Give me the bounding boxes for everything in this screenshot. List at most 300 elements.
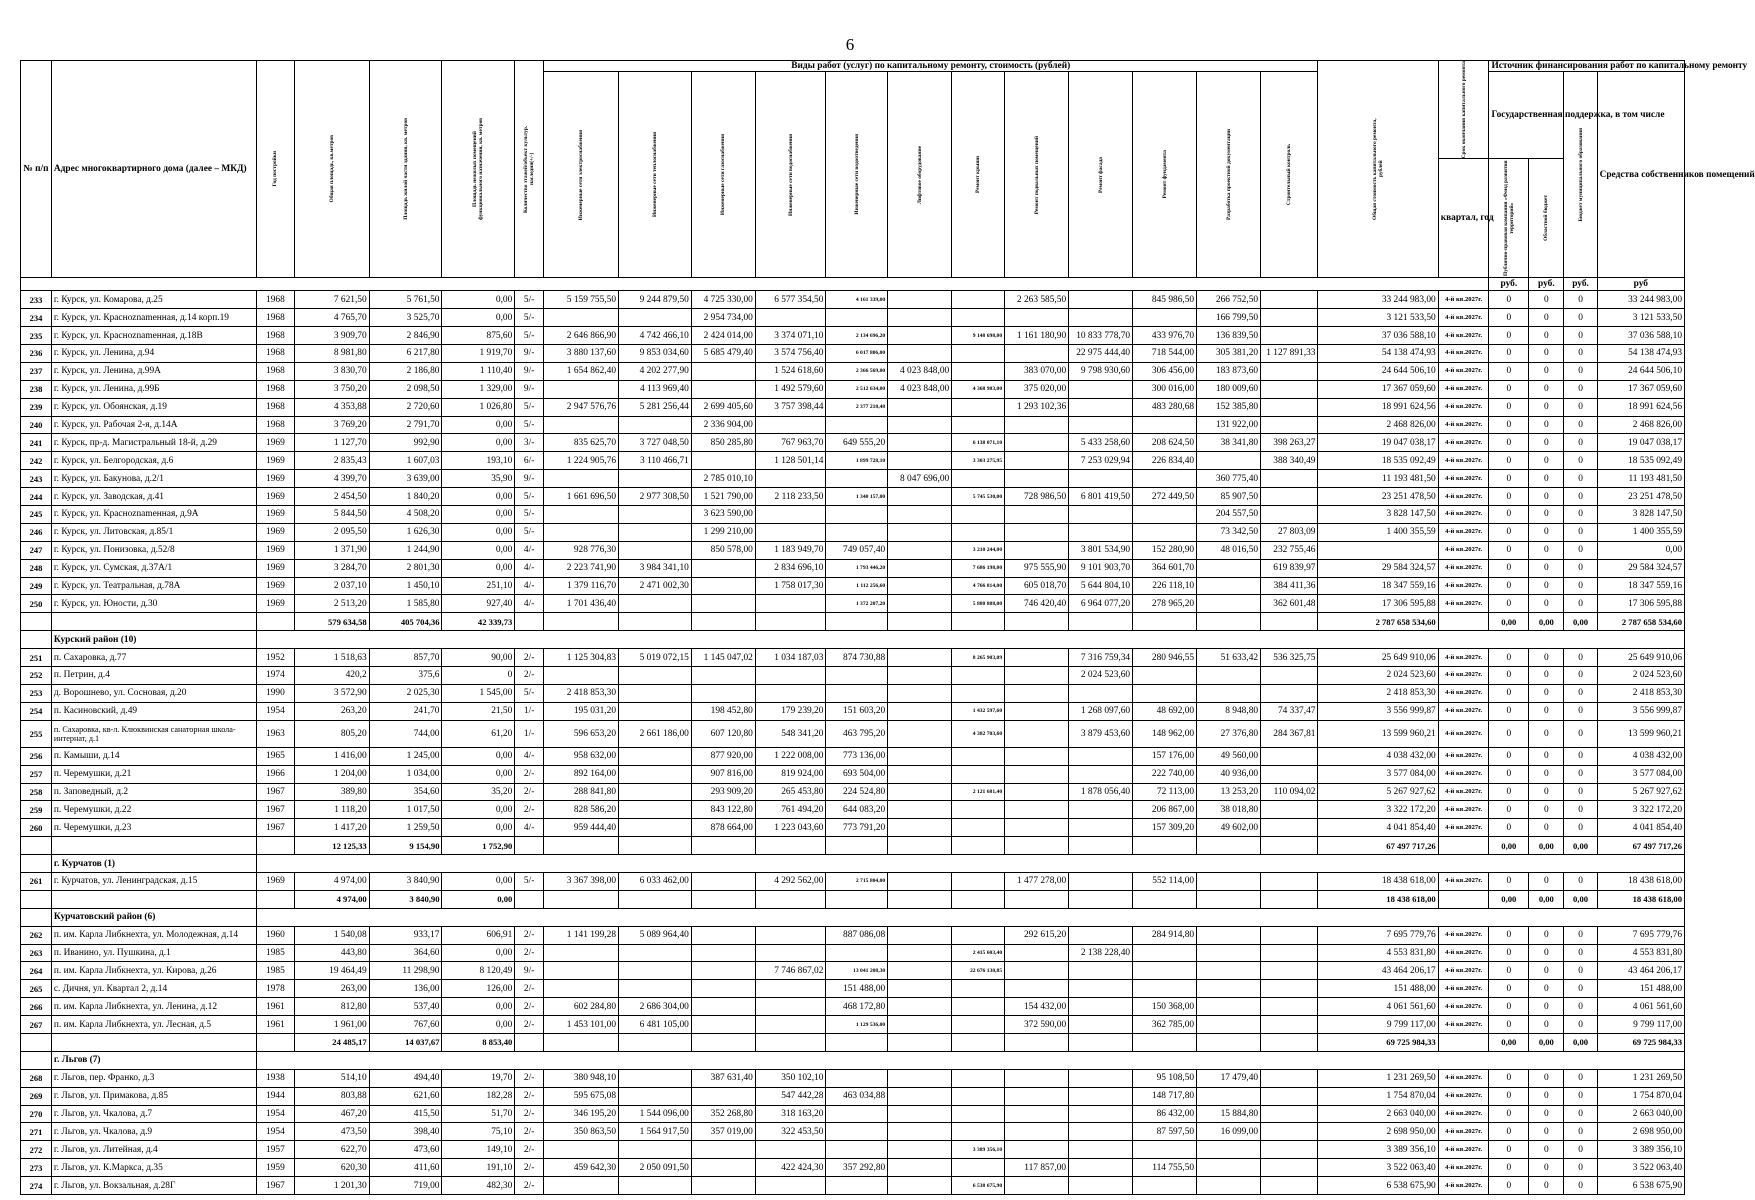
row-work-cost	[1197, 1159, 1261, 1177]
row-work-cost: 4 368 983,00	[952, 380, 1005, 398]
col-work-foundation-header: Ремонт фундамента	[1133, 72, 1197, 278]
row-total-area: 812,80	[294, 998, 369, 1016]
row-work-cost: 40 936,00	[1197, 765, 1261, 783]
row-work-cost	[1261, 1159, 1318, 1177]
row-work-cost	[952, 291, 1005, 309]
row-deadline: 4-й кв.2027г.	[1438, 309, 1489, 327]
row-fund: 0	[1489, 1105, 1529, 1123]
row-work-cost	[826, 684, 888, 702]
row-total-area: 620,30	[294, 1159, 369, 1177]
row-work-cost: 2 418 853,30	[543, 684, 618, 702]
row-nonliving-area: 0,00	[442, 488, 515, 506]
row-municipal: 0	[1564, 416, 1597, 434]
row-work-cost	[826, 523, 888, 541]
row-work-cost	[755, 667, 826, 685]
row-total-cost: 43 464 206,17	[1318, 962, 1438, 980]
subtotal-fund: 0,00	[1489, 613, 1529, 631]
subtotal-blank	[51, 1033, 256, 1051]
subtotal-blank	[888, 837, 952, 855]
row-work-cost	[1005, 345, 1069, 363]
row-work-cost: 22 975 444,40	[1069, 345, 1133, 363]
row-work-cost: 9 798 930,60	[1069, 362, 1133, 380]
row-living-area: 11 298,90	[369, 962, 442, 980]
subtotal-blank	[1438, 890, 1489, 908]
row-deadline: 4-й кв.2027г.	[1438, 667, 1489, 685]
row-work-cost: 74 337,47	[1261, 702, 1318, 720]
row-work-cost	[1261, 1069, 1318, 1087]
row-living-area: 2 791,70	[369, 416, 442, 434]
subtotal-blank	[952, 890, 1005, 908]
subtotal-blank	[888, 890, 952, 908]
subtotal-blank	[1133, 613, 1197, 631]
row-year: 1969	[257, 559, 295, 577]
row-fund: 0	[1489, 872, 1529, 890]
row-work-cost: 151 603,20	[826, 702, 888, 720]
table-row	[21, 801, 1685, 819]
row-work-cost	[952, 523, 1005, 541]
row-fund: 0	[1489, 559, 1529, 577]
row-work-cost: 136 839,50	[1197, 327, 1261, 345]
subtotal-blank	[826, 613, 888, 631]
table-row	[21, 1123, 1685, 1141]
section-title: г. Льгов (7)	[51, 1051, 256, 1069]
row-address: г. Льгов, ул. Чкалова, д.9	[51, 1123, 256, 1141]
row-deadline: 4-й кв.2027г.	[1438, 819, 1489, 837]
subtotal-blank	[1197, 613, 1261, 631]
row-owners: 3 389 356,10	[1597, 1141, 1684, 1159]
row-year: 1969	[257, 434, 295, 452]
row-nonliving-area: 0,00	[442, 944, 515, 962]
row-year: 1954	[257, 1105, 295, 1123]
row-work-cost: 384 411,36	[1261, 577, 1318, 595]
row-work-cost	[691, 980, 755, 998]
row-deadline: 4-й кв.2027г.	[1438, 488, 1489, 506]
col-municipal-header: Бюджет муниципального образования	[1564, 72, 1597, 278]
row-total-area: 2 835,43	[294, 452, 369, 470]
row-total-area: 4 974,00	[294, 872, 369, 890]
table-body	[21, 291, 1685, 1195]
row-work-cost	[691, 667, 755, 685]
row-nonliving-area: 0,00	[442, 998, 515, 1016]
row-number: 265	[21, 980, 52, 998]
works-group-header: Виды работ (услуг) по капитальному ремонту, стоимость (рублей)	[543, 61, 1317, 72]
row-year: 1961	[257, 998, 295, 1016]
row-address: г. Курск, ул. Красноznamенная, д.18В	[51, 327, 256, 345]
row-work-cost	[888, 667, 952, 685]
row-work-cost: 2 785 010,10	[691, 470, 755, 488]
row-fund: 0	[1489, 783, 1529, 801]
page-number: 6	[845, 35, 855, 54]
row-number: 239	[21, 398, 52, 416]
row-work-cost	[1069, 380, 1133, 398]
row-number: 251	[21, 649, 52, 667]
row-work-cost	[826, 416, 888, 434]
row-work-cost	[543, 962, 618, 980]
row-address: п. им. Карла Либкнехта, ул. Ленина, д.12	[51, 998, 256, 1016]
row-work-cost: 1 564 917,50	[619, 1123, 692, 1141]
row-deadline: 4-й кв.2027г.	[1438, 747, 1489, 765]
row-work-cost: 536 325,75	[1261, 649, 1318, 667]
row-work-cost	[543, 980, 618, 998]
subtotal-blank	[543, 890, 618, 908]
row-work-cost: 746 420,40	[1005, 595, 1069, 613]
table-row	[21, 291, 1685, 309]
row-work-cost	[1261, 962, 1318, 980]
subtotal-blank	[1133, 1033, 1197, 1051]
row-total-cost: 151 488,00	[1318, 980, 1438, 998]
row-work-cost	[888, 1016, 952, 1034]
row-floors: 5/-	[515, 398, 544, 416]
row-owners: 6 538 675,90	[1597, 1177, 1684, 1195]
row-living-area: 364,60	[369, 944, 442, 962]
row-work-cost	[1261, 667, 1318, 685]
row-work-cost: 1 701 436,40	[543, 595, 618, 613]
row-work-cost: 828 586,20	[543, 801, 618, 819]
row-work-cost	[952, 819, 1005, 837]
row-municipal: 0	[1564, 998, 1597, 1016]
table-row	[21, 541, 1685, 559]
row-work-cost: 131 922,00	[1197, 416, 1261, 434]
row-work-cost: 1 129 536,00	[826, 1016, 888, 1034]
row-year: 1985	[257, 944, 295, 962]
subtotal-blank	[21, 837, 52, 855]
row-work-cost: 3 210 244,00	[952, 541, 1005, 559]
row-fund: 0	[1489, 1016, 1529, 1034]
row-nonliving-area: 21,50	[442, 702, 515, 720]
row-living-area: 494,40	[369, 1069, 442, 1087]
row-work-cost: 5 745 530,00	[952, 488, 1005, 506]
subtotal-blank	[619, 890, 692, 908]
row-work-cost	[1069, 801, 1133, 819]
row-living-area: 1 626,30	[369, 523, 442, 541]
row-floors: 2/-	[515, 1087, 544, 1105]
row-deadline: 4-й кв.2027г.	[1438, 998, 1489, 1016]
row-fund: 0	[1489, 327, 1529, 345]
section-blank	[21, 855, 52, 873]
row-work-cost	[1133, 506, 1197, 524]
row-fund: 0	[1489, 962, 1529, 980]
subtotal-regional: 0,00	[1529, 890, 1564, 908]
row-work-cost: 362 785,00	[1133, 1016, 1197, 1034]
subtotal-blank	[515, 890, 544, 908]
row-work-cost: 208 624,50	[1133, 434, 1197, 452]
row-floors: 4/-	[515, 595, 544, 613]
row-regional: 0	[1529, 577, 1564, 595]
row-address: г. Курск, ул. Рабочая 2-я, д.14А	[51, 416, 256, 434]
row-work-cost: 5 685 479,40	[691, 345, 755, 363]
row-work-cost	[691, 998, 755, 1016]
row-work-cost: 874 730,88	[826, 649, 888, 667]
row-total-area: 3 769,20	[294, 416, 369, 434]
row-work-cost: 1 492 579,60	[755, 380, 826, 398]
row-work-cost	[1197, 944, 1261, 962]
row-fund: 0	[1489, 470, 1529, 488]
row-work-cost	[888, 1123, 952, 1141]
row-total-cost: 4 061 561,60	[1318, 998, 1438, 1016]
row-deadline: 4-й кв.2027г.	[1438, 523, 1489, 541]
row-work-cost: 1 112 256,60	[826, 577, 888, 595]
row-work-cost	[1261, 1177, 1318, 1195]
row-work-cost	[691, 872, 755, 890]
subtotal-row	[21, 837, 1685, 855]
subtotal-total-area: 4 974,00	[294, 890, 369, 908]
row-owners: 4 041 854,40	[1597, 819, 1684, 837]
row-work-cost	[888, 801, 952, 819]
row-work-cost: 552 114,00	[1133, 872, 1197, 890]
row-year: 1965	[257, 747, 295, 765]
row-number: 270	[21, 1105, 52, 1123]
row-work-cost: 1 034 187,03	[755, 649, 826, 667]
row-work-cost	[1069, 1087, 1133, 1105]
row-work-cost: 224 524,80	[826, 783, 888, 801]
row-number: 234	[21, 309, 52, 327]
row-work-cost: 48 692,00	[1133, 702, 1197, 720]
row-municipal: 0	[1564, 345, 1597, 363]
row-regional: 0	[1529, 506, 1564, 524]
row-work-cost: 6 577 354,50	[755, 291, 826, 309]
row-nonliving-area: 875,60	[442, 327, 515, 345]
row-work-cost	[1261, 362, 1318, 380]
row-deadline: 4-й кв.2027г.	[1438, 962, 1489, 980]
row-work-cost: 152 385,80	[1197, 398, 1261, 416]
row-fund: 0	[1489, 1087, 1529, 1105]
row-nonliving-area: 0,00	[442, 1016, 515, 1034]
subtotal-nonliving-area: 8 853,40	[442, 1033, 515, 1051]
row-work-cost	[619, 470, 692, 488]
row-work-cost	[888, 1069, 952, 1087]
row-work-cost	[1197, 926, 1261, 944]
row-number: 258	[21, 783, 52, 801]
subtotal-living-area: 14 037,67	[369, 1033, 442, 1051]
subtotal-blank	[952, 837, 1005, 855]
row-work-cost: 8 047 696,00	[888, 470, 952, 488]
row-total-area: 803,88	[294, 1087, 369, 1105]
row-work-cost	[1133, 684, 1197, 702]
subtotal-blank	[691, 837, 755, 855]
row-work-cost: 1 654 862,40	[543, 362, 618, 380]
row-nonliving-area: 0,00	[442, 819, 515, 837]
row-municipal: 0	[1564, 684, 1597, 702]
row-work-cost	[755, 926, 826, 944]
row-address: г. Курчатов, ул. Ленинградская, д.15	[51, 872, 256, 890]
subtotal-blank	[1261, 1033, 1318, 1051]
row-nonliving-area: 0,00	[442, 559, 515, 577]
row-work-cost: 15 884,80	[1197, 1105, 1261, 1123]
row-municipal: 0	[1564, 488, 1597, 506]
row-municipal: 0	[1564, 398, 1597, 416]
row-floors: 2/-	[515, 1069, 544, 1087]
row-owners: 25 649 910,06	[1597, 649, 1684, 667]
row-work-cost: 1 161 180,90	[1005, 327, 1069, 345]
row-work-cost	[952, 1105, 1005, 1123]
row-work-cost	[888, 1141, 952, 1159]
row-nonliving-area: 126,00	[442, 980, 515, 998]
row-work-cost: 2 118 233,50	[755, 488, 826, 506]
row-floors: 5/-	[515, 872, 544, 890]
row-work-cost	[952, 872, 1005, 890]
row-number: 262	[21, 926, 52, 944]
col-work-roof-header: Ремонт крыши	[952, 72, 1005, 278]
row-regional: 0	[1529, 488, 1564, 506]
subtotal-fund: 0,00	[1489, 837, 1529, 855]
col-floors-header: Количество этажей/объект культур. наследия(+/-)	[515, 61, 544, 278]
row-fund: 0	[1489, 720, 1529, 747]
row-work-cost: 22 676 130,85	[952, 962, 1005, 980]
row-work-cost: 877 920,00	[691, 747, 755, 765]
section-blank	[257, 908, 1685, 926]
row-work-cost: 27 376,80	[1197, 720, 1261, 747]
row-work-cost	[1069, 1141, 1133, 1159]
row-total-cost: 18 535 092,49	[1318, 452, 1438, 470]
row-work-cost	[1069, 765, 1133, 783]
col-work-sewer-header: Инженерные сети водоотведения	[826, 72, 888, 278]
row-regional: 0	[1529, 765, 1564, 783]
subtotal-living-area: 3 840,90	[369, 890, 442, 908]
row-total-area: 2 095,50	[294, 523, 369, 541]
row-fund: 0	[1489, 926, 1529, 944]
row-work-cost	[1069, 291, 1133, 309]
row-work-cost	[755, 416, 826, 434]
row-municipal: 0	[1564, 291, 1597, 309]
row-fund: 0	[1489, 667, 1529, 685]
row-work-cost	[755, 523, 826, 541]
row-deadline: 4-й кв.2027г.	[1438, 345, 1489, 363]
row-work-cost: 2 715 804,00	[826, 872, 888, 890]
row-work-cost	[1069, 1016, 1133, 1034]
row-work-cost	[755, 470, 826, 488]
subtotal-fund: 0,00	[1489, 890, 1529, 908]
row-address: г. Курск, ул. Обоянская, д.19	[51, 398, 256, 416]
row-total-area: 263,00	[294, 980, 369, 998]
row-work-cost: 850 578,00	[691, 541, 755, 559]
unit-regional: руб.	[1529, 278, 1564, 291]
subtotal-blank	[1438, 1033, 1489, 1051]
row-work-cost: 6 138 071,10	[952, 434, 1005, 452]
row-regional: 0	[1529, 872, 1564, 890]
row-owners: 2 663 040,00	[1597, 1105, 1684, 1123]
row-municipal: 0	[1564, 962, 1597, 980]
row-fund: 0	[1489, 1177, 1529, 1195]
row-work-cost: 380 948,10	[543, 1069, 618, 1087]
row-regional: 0	[1529, 1105, 1564, 1123]
row-year: 1969	[257, 541, 295, 559]
subtotal-blank	[952, 1033, 1005, 1051]
row-address: п. Иванино, ул. Пушкина, д.1	[51, 944, 256, 962]
row-floors: 5/-	[515, 523, 544, 541]
row-work-cost: 265 453,80	[755, 783, 826, 801]
row-living-area: 2 186,80	[369, 362, 442, 380]
funding-group-header: Источник финансирования работ по капитальному ремонту	[1489, 61, 1685, 72]
row-work-cost	[1069, 980, 1133, 998]
row-nonliving-area: 0,00	[442, 872, 515, 890]
row-living-area: 415,50	[369, 1105, 442, 1123]
row-work-cost: 183 873,60	[1197, 362, 1261, 380]
row-deadline: 4-й кв.2027г.	[1438, 416, 1489, 434]
row-work-cost: 5 880 888,00	[952, 595, 1005, 613]
table-row	[21, 998, 1685, 1016]
row-municipal: 0	[1564, 595, 1597, 613]
row-work-cost: 2 954 734,00	[691, 309, 755, 327]
subtotal-blank	[826, 890, 888, 908]
row-work-cost: 2 366 569,00	[826, 362, 888, 380]
table-row	[21, 488, 1685, 506]
row-total-area: 1 201,30	[294, 1177, 369, 1195]
row-work-cost: 2 947 576,76	[543, 398, 618, 416]
row-work-cost: 6 964 077,20	[1069, 595, 1133, 613]
row-living-area: 1 585,80	[369, 595, 442, 613]
row-year: 1978	[257, 980, 295, 998]
row-work-cost	[1261, 506, 1318, 524]
table-row	[21, 819, 1685, 837]
subtotal-blank	[51, 613, 256, 631]
row-work-cost	[952, 926, 1005, 944]
row-work-cost: 463 795,20	[826, 720, 888, 747]
subtotal-blank	[888, 613, 952, 631]
col-nonliving-area-header: Площадь нежилых помещений функционального назначения, кв. метров	[442, 61, 515, 278]
row-work-cost	[1005, 747, 1069, 765]
row-work-cost: 7 316 759,34	[1069, 649, 1133, 667]
row-work-cost	[1069, 962, 1133, 980]
row-living-area: 1 017,50	[369, 801, 442, 819]
row-work-cost	[1005, 416, 1069, 434]
row-work-cost	[1069, 416, 1133, 434]
row-regional: 0	[1529, 309, 1564, 327]
row-work-cost: 1 432 597,60	[952, 702, 1005, 720]
row-living-area: 5 761,50	[369, 291, 442, 309]
row-work-cost	[888, 980, 952, 998]
table-row	[21, 434, 1685, 452]
row-work-cost	[1005, 470, 1069, 488]
row-work-cost: 51 633,42	[1197, 649, 1261, 667]
row-fund: 0	[1489, 506, 1529, 524]
row-work-cost	[1069, 398, 1133, 416]
row-work-cost: 1 379 116,70	[543, 577, 618, 595]
row-address: г. Курск, ул. Красноznamенная, д.14 корп.19	[51, 309, 256, 327]
row-regional: 0	[1529, 523, 1564, 541]
row-work-cost	[1197, 998, 1261, 1016]
row-work-cost	[691, 962, 755, 980]
row-deadline: 4-й кв.2027г.	[1438, 577, 1489, 595]
row-floors: 2/-	[515, 980, 544, 998]
row-address: г. Курск, ул. Красноznamенная, д.9А	[51, 506, 256, 524]
row-fund: 0	[1489, 1123, 1529, 1141]
section-title: Курский район (10)	[51, 631, 256, 649]
row-number: 261	[21, 872, 52, 890]
row-work-cost	[543, 470, 618, 488]
row-address: п. Петрин, д.4	[51, 667, 256, 685]
row-floors: 2/-	[515, 944, 544, 962]
row-regional: 0	[1529, 747, 1564, 765]
row-work-cost	[1005, 541, 1069, 559]
row-work-cost: 1 128 501,14	[755, 452, 826, 470]
row-living-area: 241,70	[369, 702, 442, 720]
row-regional: 0	[1529, 470, 1564, 488]
row-number: 266	[21, 998, 52, 1016]
row-work-cost: 157 309,20	[1133, 819, 1197, 837]
row-fund: 0	[1489, 488, 1529, 506]
row-work-cost: 1 145 047,02	[691, 649, 755, 667]
row-work-cost	[888, 595, 952, 613]
row-total-cost: 4 553 831,80	[1318, 944, 1438, 962]
subtotal-blank	[691, 613, 755, 631]
row-address: г. Курск, ул. Заводская, д.41	[51, 488, 256, 506]
row-address: г. Курск, ул. Сумская, д.37А/1	[51, 559, 256, 577]
row-work-cost	[1069, 523, 1133, 541]
row-work-cost: 350 863,50	[543, 1123, 618, 1141]
row-number: 257	[21, 765, 52, 783]
row-work-cost	[619, 783, 692, 801]
row-total-area: 3 750,20	[294, 380, 369, 398]
